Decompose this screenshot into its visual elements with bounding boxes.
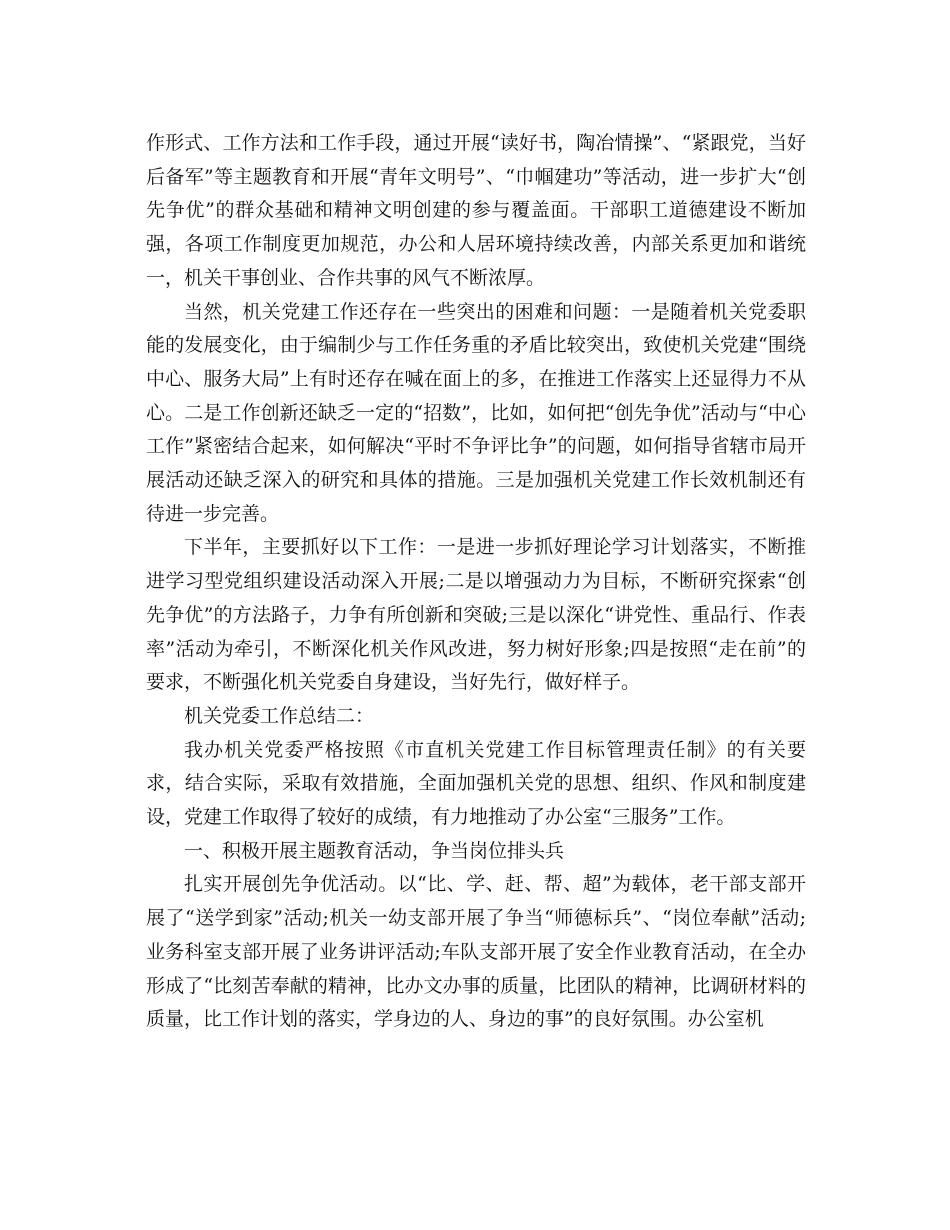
paragraph-3: 下半年，主要抓好以下工作：一是进一步抓好理论学习计划落实，不断推进学习型党组织建设活动深入开展;二是以增强动力为目标，不断研究探索“创先争优”的方法路子，力争有所创新和突破;三是以深化“讲党性、重品行、作表率”活动为牵引，不断深化机关作风改进，努力树好形象;四是按照“走在前”的要求，不断强化机关党委自身建设，当好先行，做好样子。 [146, 536, 806, 694]
paragraph-2: 当然，机关党建工作还存在一些突出的困难和问题：一是随着机关党委职能的发展变化，由于编制少与工作任务重的矛盾比较突出，致使机关党建“围绕中心、服务大局”上有时还存在喊在面上的多，在推进工作落实上还显得力不从心。二是工作创新还缺乏一定的“招数”，比如，如何把“创先争优”活动与“中心工作”紧密结合起来，如何解决“平时不争评比争”的问题，如何指导省辖市局开展活动还缺乏深入的研究和具体的措施。三是加强机关党建工作长效机制还有待进一步完善。 [146, 300, 806, 525]
section-heading-summary-two: 机关党委工作总结二： [184, 704, 375, 727]
section-heading-one: 一、积极开展主题教育活动，争当岗位排头兵 [184, 839, 565, 862]
paragraph-5: 扎实开展创先争优活动。以“比、学、赶、帮、超”为载体，老干部支部开展了“送学到家”活动;机关一幼支部开展了争当“师德标兵”、“岗位奉献”活动;业务科室支部开展了业务讲评活动;车队支部开展了安全作业教育活动，在全办形成了“比刻苦奉献的精神，比办文办事的质量，比团队的精神，比调研材料的质量，比工作计划的落实，学身边的人、身边的事”的良好氛围。办公室机 [146, 873, 806, 1031]
paragraph-4: 我办机关党委严格按照《市直机关党建工作目标管理责任制》的有关要求，结合实际，采取有效措施，全面加强机关党的思想、组织、作风和制度建设，党建工作取得了较好的成绩，有力地推动了办公室“三服务”工作。 [146, 738, 806, 829]
paragraph-1: 作形式、工作方法和工作手段，通过开展“读好书，陶冶情操”、“紧跟党，当好后备军”等主题教育和开展“青年文明号”、“巾帼建功”等活动，进一步扩大“创先争优”的群众基础和精神文明创建的参与覆盖面。干部职工道德建设不断加强，各项工作制度更加规范，办公和人居环境持续改善，内部关系更加和谐统一，机关干事创业、合作共事的风气不断浓厚。 [146, 132, 806, 289]
document-body [146, 127, 806, 1037]
